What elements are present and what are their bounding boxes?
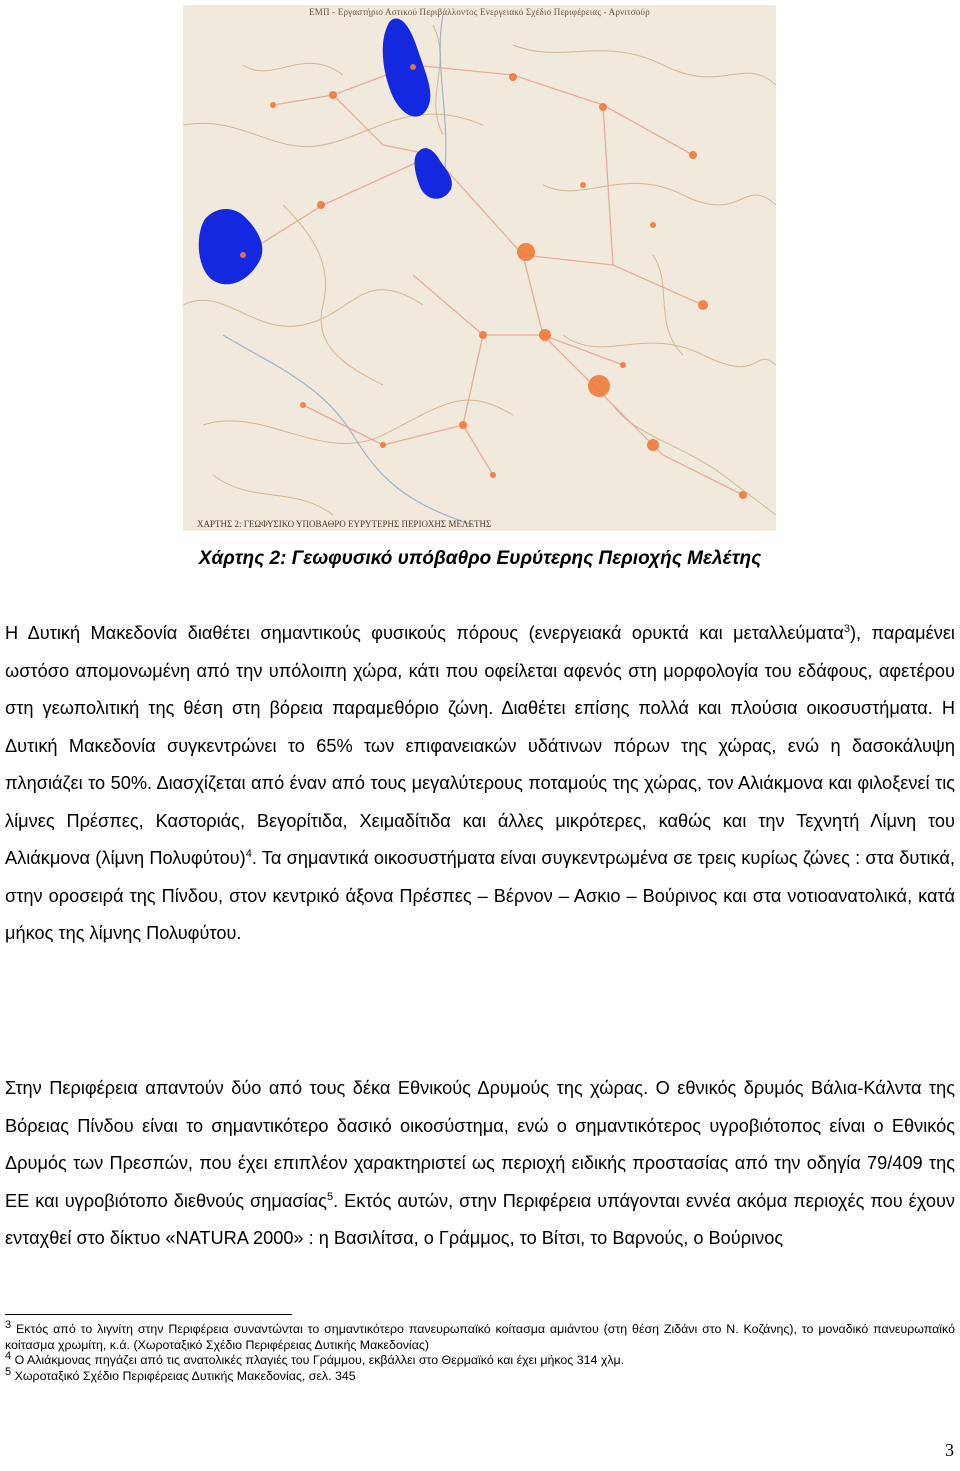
paragraph-2 — [5, 1070, 955, 1258]
footnote-text: Εκτός από το λιγνίτη στην Περιφέρεια συναντώνται το σημαντικότερο πανευρωπαϊκό κοίτασμα αμιάντου (στη θέση Ζιδάνι στο Ν. Κοζάνης), το μοναδικό πανευρωπαϊκό κοίτασμα χρωμίτη, κ.ά. (Χωροταξικό Σχέδιο Περιφέρειας Δυτικής Μακεδονίας) — [5, 1322, 955, 1352]
para2-text-1: Στην Περιφέρεια απαντούν δύο από τους δέκα Εθνικούς Δρυμούς της χώρας. Ο εθνικός δρυμός Βάλια-Κάλντα της Βόρειας Πίνδου είναι το σημαντικότερο δασικό οικοσύστημα, ενώ ο σημαντικότερος υγροβιότοπος είναι ο Εθνικός Δρυμός των Πρεσπών, που έχει επιπλέον χαρακτηριστεί ως περιοχή ειδικής προστασίας από την οδηγία 79/409 της ΕΕ και υγροβιότοπο διεθνούς σημασίας — [5, 1078, 955, 1211]
footnote-number: 4 — [5, 1350, 12, 1363]
footnote-3 — [5, 1318, 955, 1353]
footnote-text: Ο Αλιάκμονας πηγάζει από τις ανατολικές πλαγιές του Γράμμου, εκβάλλει στο Θερμαϊκό και έχει μήκος 314 χλμ. — [14, 1353, 625, 1368]
footnotes — [5, 1318, 955, 1384]
map-header-text: ΕΜΠ - Εργαστήριο Αστικού Περιβάλλοντος Ενεργειακό Σχέδιο Περιφέρειας - Αρνιτσούρ — [309, 7, 650, 17]
geophysical-map — [183, 5, 776, 531]
para1-text-2: ), παραμένει ωστόσο απομονωμένη από την υπόλοιπη χώρα, κάτι που οφείλεται αφενός στη μορφολογία του εδάφους, αφετέρου στη γεωπολιτική της θέση στη βόρεια παραμεθόριο ζώνη. Διαθέτει επίσης πολλά και πλούσια οικοσυστήματα. Η Δυτική Μακεδονία συγκεντρώνει το 65% των επιφανειακών υδάτινων πόρων της χώρας, ενώ η δασοκάλυψη πλησιάζει το 50%. Διασχίζεται από έναν από τους μεγαλύτερους ποταμούς της χώρας, τον Αλιάκμονα και φιλοξενεί τις λίμνες Πρέσπες, Καστοριάς, Βεγορίτιδα, Χειμαδίτιδα και άλλες μικρότερες, καθώς και την Τεχνητή Λίμνη του Αλιάκμονα (λίμνη Πολυφύτου) — [5, 623, 955, 868]
footnote-number: 3 — [5, 1318, 12, 1331]
footnote-4 — [5, 1350, 955, 1369]
footnote-separator — [5, 1314, 292, 1315]
footnote-ref-5[interactable]: 5 — [326, 1190, 334, 1203]
footnote-ref-3[interactable]: 3 — [843, 622, 850, 635]
paragraph-1 — [5, 615, 955, 953]
para1-text-3: . Τα σημαντικά οικοσυστήματα είναι συγκεντρωμένα σε τρεις κυρίως ζώνες : στα δυτικά, στην οροσειρά της Πίνδου, στον κεντρικό άξονα Πρέσπες – Βέρνον – Ασκιο – Βούρινος και στα νοτιοανατολικά, κατά μήκος της λίμνης Πολυφύτου. — [5, 848, 955, 943]
para1-text-1: Η Δυτική Μακεδονία διαθέτει σημαντικούς φυσικούς πόρους (ενεργειακά ορυκτά και μεταλλεύματα — [5, 623, 844, 643]
footnote-5 — [5, 1365, 955, 1385]
page-number: 3 — [945, 1440, 954, 1460]
map-label: ΧΑΡΤΗΣ 2: ΓΕΩΦΥΣΙΚΟ ΥΠΟΒΑΘΡΟ ΕΥΡΥΤΕΡΗΣ ΠΕΡΙΟΧΗΣ ΜΕΛΕΤΗΣ — [197, 519, 492, 529]
footnote-number: 5 — [5, 1365, 12, 1378]
footnote-ref-4[interactable]: 4 — [245, 847, 252, 860]
footnote-text: Χωροταξικό Σχέδιο Περιφέρειας Δυτικής Μακεδονίας, σελ. 345 — [14, 1368, 356, 1383]
map-figure — [183, 5, 776, 531]
figure-caption: Χάρτης 2: Γεωφυσικό υπόβαθρο Ευρύτερης Περιοχής Μελέτης — [198, 548, 762, 569]
para2-text-2: . Εκτός αυτών, στην Περιφέρεια υπάγονται εννέα ακόμα περιοχές που έχουν ενταχθεί στο δίκτυο «NATURA 2000» : η Βασιλίτσα, ο Γράμμος, το Βίτσι, το Βαρνούς, ο Βούρινος — [5, 1190, 956, 1248]
